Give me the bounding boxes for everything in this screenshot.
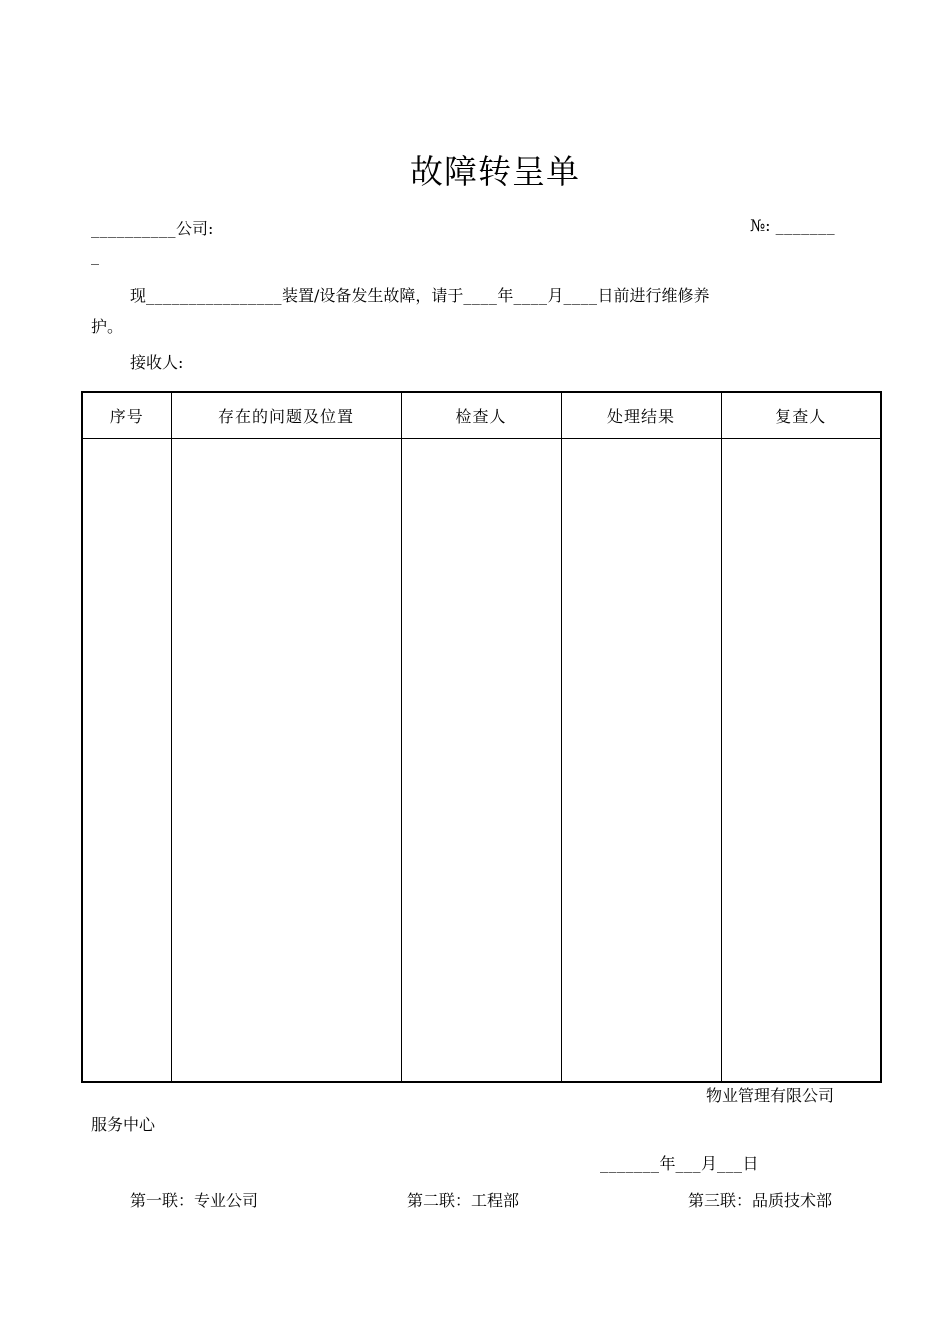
receiver-label: 接收人: [130, 353, 184, 372]
date-day-label: 日 [742, 1154, 759, 1173]
notice-wrap: 护。 [91, 317, 124, 336]
notice-suffix: 日前进行维修养 [597, 286, 710, 305]
header-serial: 序号 [82, 392, 171, 439]
year-blank[interactable]: ____ [463, 286, 498, 305]
notice-year: 年 [497, 286, 514, 305]
day-blank[interactable]: ____ [563, 286, 598, 305]
device-blank[interactable]: ________________ [146, 286, 283, 305]
cell-serial[interactable] [82, 439, 171, 1083]
date-day-blank[interactable]: ___ [717, 1154, 743, 1173]
org-name-line2: 服务中心 [91, 1115, 156, 1134]
date-month-blank[interactable]: ___ [675, 1154, 702, 1173]
notice-month: 月 [547, 286, 564, 305]
date-year-blank[interactable]: _______ [600, 1154, 660, 1173]
company-line [91, 216, 213, 239]
date-month-label: 月 [701, 1154, 718, 1173]
copy-second: 第二联：工程部 [407, 1191, 520, 1210]
company-label: 公司: [176, 219, 214, 238]
header-inspector: 检查人 [401, 392, 561, 439]
document-title: 故障转呈单 [410, 152, 580, 191]
date-year-label: 年 [659, 1154, 676, 1173]
company-blank[interactable]: __________ [91, 219, 176, 238]
table-row [82, 439, 881, 1083]
cell-inspector[interactable] [401, 439, 561, 1083]
notice-mid: 装置/设备发生故障，请于 [282, 286, 464, 305]
month-blank[interactable]: ____ [513, 286, 548, 305]
fault-table [81, 391, 882, 1083]
table-header-row [82, 392, 881, 439]
notice-prefix: 现 [130, 286, 147, 305]
header-reviewer: 复查人 [721, 392, 881, 439]
header-result: 处理结果 [561, 392, 721, 439]
cell-issue-location[interactable] [171, 439, 401, 1083]
number-blank-wrap: _ [91, 246, 99, 265]
cell-reviewer[interactable] [721, 439, 881, 1083]
copy-first: 第一联：专业公司 [130, 1191, 259, 1210]
cell-result[interactable] [561, 439, 721, 1083]
notice-line [130, 283, 709, 306]
org-name-line1: 物业管理有限公司 [706, 1086, 835, 1105]
copy-third: 第三联：品质技术部 [688, 1191, 833, 1210]
number-blank[interactable]: _______ [775, 216, 836, 235]
number-line [750, 216, 835, 235]
number-label: №: [750, 216, 771, 235]
date-line [600, 1151, 759, 1174]
header-issue-location: 存在的问题及位置 [171, 392, 401, 439]
